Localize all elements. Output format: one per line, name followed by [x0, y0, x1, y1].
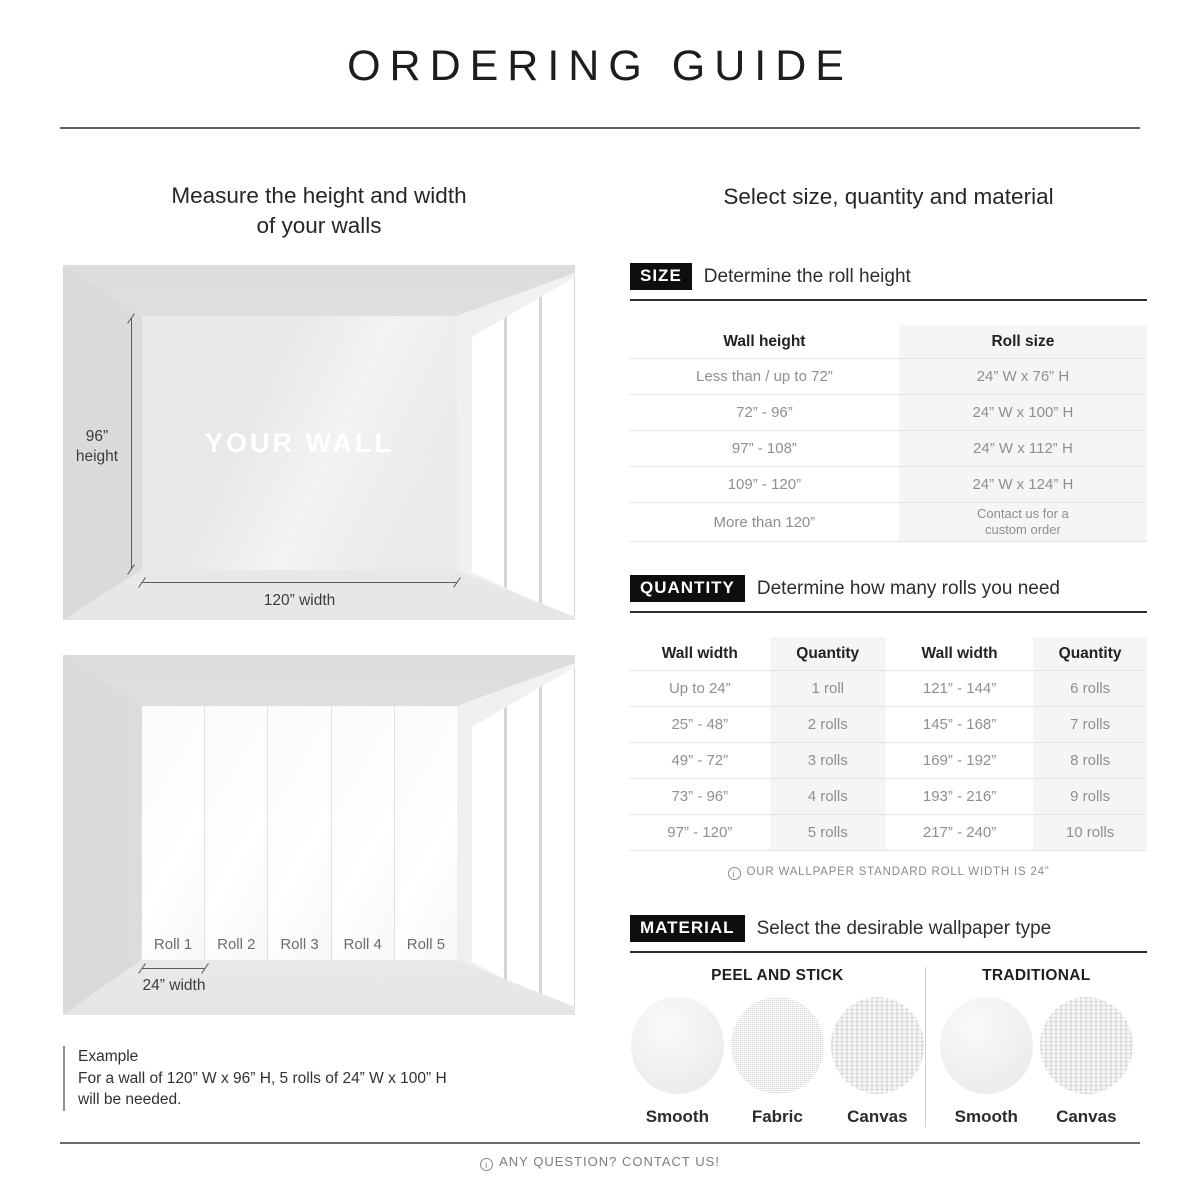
roll-width-note	[630, 866, 1147, 880]
room-illustration-rolls	[63, 655, 575, 1015]
swatch-label: Smooth	[645, 1107, 709, 1126]
material-group-traditional	[926, 967, 1147, 1127]
col-wall-width: Wall width	[921, 644, 998, 662]
example-line2: will be needed.	[78, 1091, 182, 1108]
footer-contact[interactable]	[0, 1154, 1200, 1171]
group-name: TRADITIONAL	[982, 967, 1091, 984]
height-dimension-label	[65, 427, 129, 467]
wall-width-value: 97” - 120”	[667, 824, 733, 841]
swatch-label: Canvas	[1056, 1107, 1117, 1126]
quantity-section-header	[630, 575, 1147, 613]
right-column-heading: Select size, quantity and material	[723, 184, 1054, 209]
height-value: 96”	[85, 428, 109, 445]
quantity-section	[630, 575, 1147, 880]
table-row	[630, 431, 1147, 467]
swatch-label: Fabric	[751, 1107, 803, 1126]
swatch-label: Canvas	[847, 1107, 908, 1126]
wall-height-value: 97” - 108”	[731, 440, 797, 457]
quantity-value: 1 roll	[770, 671, 886, 706]
roll-width-note-text: OUR WALLPAPER STANDARD ROLL WIDTH IS 24”	[746, 866, 1050, 878]
roll-size-value: 24” W x 76” H	[899, 359, 1147, 394]
roll-panel-2: Roll 2	[205, 706, 268, 960]
swatch-smooth	[631, 997, 724, 1127]
canvas-texture-icon	[831, 997, 924, 1094]
canvas-texture-icon	[1040, 997, 1133, 1094]
height-dimension-line	[131, 318, 132, 570]
wall-width-value: 73” - 96”	[671, 788, 729, 805]
width-dimension-label: 120” width	[263, 592, 336, 609]
smooth-texture-icon	[940, 997, 1033, 1094]
roll-panels	[142, 706, 457, 960]
swatch-label: Smooth	[954, 1107, 1018, 1126]
wall-height-value: More than 120”	[713, 513, 816, 531]
width-dimension-line	[142, 582, 457, 583]
roll-width-dimension-line	[142, 968, 205, 969]
your-wall-label: YOUR WALL	[205, 427, 394, 458]
example-title: Example	[78, 1048, 139, 1065]
wall-width-value: 193” - 216”	[922, 788, 997, 805]
wall-width-value: 169” - 192”	[922, 752, 997, 769]
quantity-caption: Determine how many rolls you need	[756, 577, 1060, 599]
example-note	[63, 1046, 543, 1111]
quantity-value: 3 rolls	[770, 743, 886, 778]
page-title: ORDERING GUIDE	[347, 42, 853, 90]
material-groups	[630, 967, 1147, 1127]
col-quantity: Quantity	[770, 637, 886, 670]
quantity-badge: QUANTITY	[630, 575, 745, 602]
height-word: height	[75, 448, 119, 465]
col-quantity: Quantity	[1033, 637, 1147, 670]
roll-size-value: 24” W x 124” H	[899, 467, 1147, 502]
wall-height-value: 72” - 96”	[736, 404, 793, 421]
swatch-row	[630, 997, 925, 1127]
size-table-header-row	[630, 325, 1147, 359]
roll-size-value: 24” W x 112” H	[899, 431, 1147, 466]
wall-height-value: Less than / up to 72”	[696, 368, 833, 385]
table-row	[630, 359, 1147, 395]
quantity-value: 6 rolls	[1033, 671, 1147, 706]
table-row	[630, 779, 1147, 815]
table-row	[630, 707, 1147, 743]
roll-size-value: 24” W x 100” H	[899, 395, 1147, 430]
col-wall-width: Wall width	[661, 644, 738, 662]
wall-width-value: 145” - 168”	[922, 716, 997, 733]
size-caption: Determine the roll height	[703, 265, 911, 287]
size-section	[630, 263, 1147, 542]
fabric-texture-icon	[731, 997, 824, 1094]
material-section	[630, 915, 1147, 1127]
footer-contact-text[interactable]: ANY QUESTION? CONTACT US!	[499, 1154, 720, 1169]
table-row	[630, 467, 1147, 503]
quantity-value: 4 rolls	[770, 779, 886, 814]
wall-height-value: 109” - 120”	[727, 476, 802, 493]
wall-width-value: 49” - 72”	[671, 752, 729, 769]
roll-panel-1: Roll 1	[142, 706, 205, 960]
quantity-table-header-row	[630, 637, 1147, 671]
footer-divider	[60, 1142, 1140, 1144]
quantity-value: 7 rolls	[1033, 707, 1147, 742]
left-column-heading	[63, 181, 575, 241]
left-heading-line1: Measure the height and width	[171, 183, 467, 208]
quantity-value: 10 rolls	[1033, 815, 1147, 850]
info-icon: i	[728, 867, 741, 880]
roll-panel-5: Roll 5	[395, 706, 457, 960]
material-badge: MATERIAL	[630, 915, 745, 942]
quantity-table	[630, 637, 1147, 851]
table-row	[630, 743, 1147, 779]
size-col-roll-size: Roll size	[899, 325, 1147, 358]
material-group-peel-and-stick	[630, 967, 925, 1127]
wall-width-value: 25” - 48”	[671, 716, 729, 733]
left-heading-line2: of your walls	[256, 213, 382, 238]
quantity-value: 8 rolls	[1033, 743, 1147, 778]
material-section-header	[630, 915, 1147, 953]
size-col-wall-height: Wall height	[723, 332, 806, 350]
wall-width-value: 217” - 240”	[922, 824, 997, 841]
size-table	[630, 325, 1147, 542]
swatch-canvas	[1040, 997, 1133, 1127]
size-badge: SIZE	[630, 263, 692, 290]
roll-panel-3: Roll 3	[268, 706, 331, 960]
quantity-value: 9 rolls	[1033, 779, 1147, 814]
room-illustration-measure	[63, 265, 575, 620]
table-row	[630, 815, 1147, 851]
roll-width-dimension-label: 24” width	[142, 977, 206, 994]
smooth-texture-icon	[631, 997, 724, 1094]
example-line1: For a wall of 120” W x 96” H, 5 rolls of 24” W x 100” H	[78, 1069, 447, 1087]
size-section-header	[630, 263, 1147, 301]
quantity-value: 5 rolls	[770, 815, 886, 850]
swatch-fabric	[731, 997, 824, 1127]
material-caption: Select the desirable wallpaper type	[756, 917, 1052, 939]
back-wall	[142, 316, 457, 570]
table-row	[630, 395, 1147, 431]
swatch-row	[926, 997, 1147, 1127]
info-icon: i	[480, 1158, 493, 1171]
roll-panel-4: Roll 4	[332, 706, 395, 960]
back-wall-rolls	[142, 706, 457, 960]
table-row	[630, 503, 1147, 542]
quantity-value: 2 rolls	[770, 707, 886, 742]
swatch-smooth	[940, 997, 1033, 1127]
wall-width-value: Up to 24”	[668, 680, 731, 697]
header-divider	[60, 127, 1140, 129]
group-name: PEEL AND STICK	[711, 967, 844, 984]
roll-size-value: Contact us for a custom order	[899, 503, 1147, 541]
wall-width-value: 121” - 144”	[922, 680, 997, 697]
table-row	[630, 671, 1147, 707]
swatch-canvas	[831, 997, 924, 1127]
